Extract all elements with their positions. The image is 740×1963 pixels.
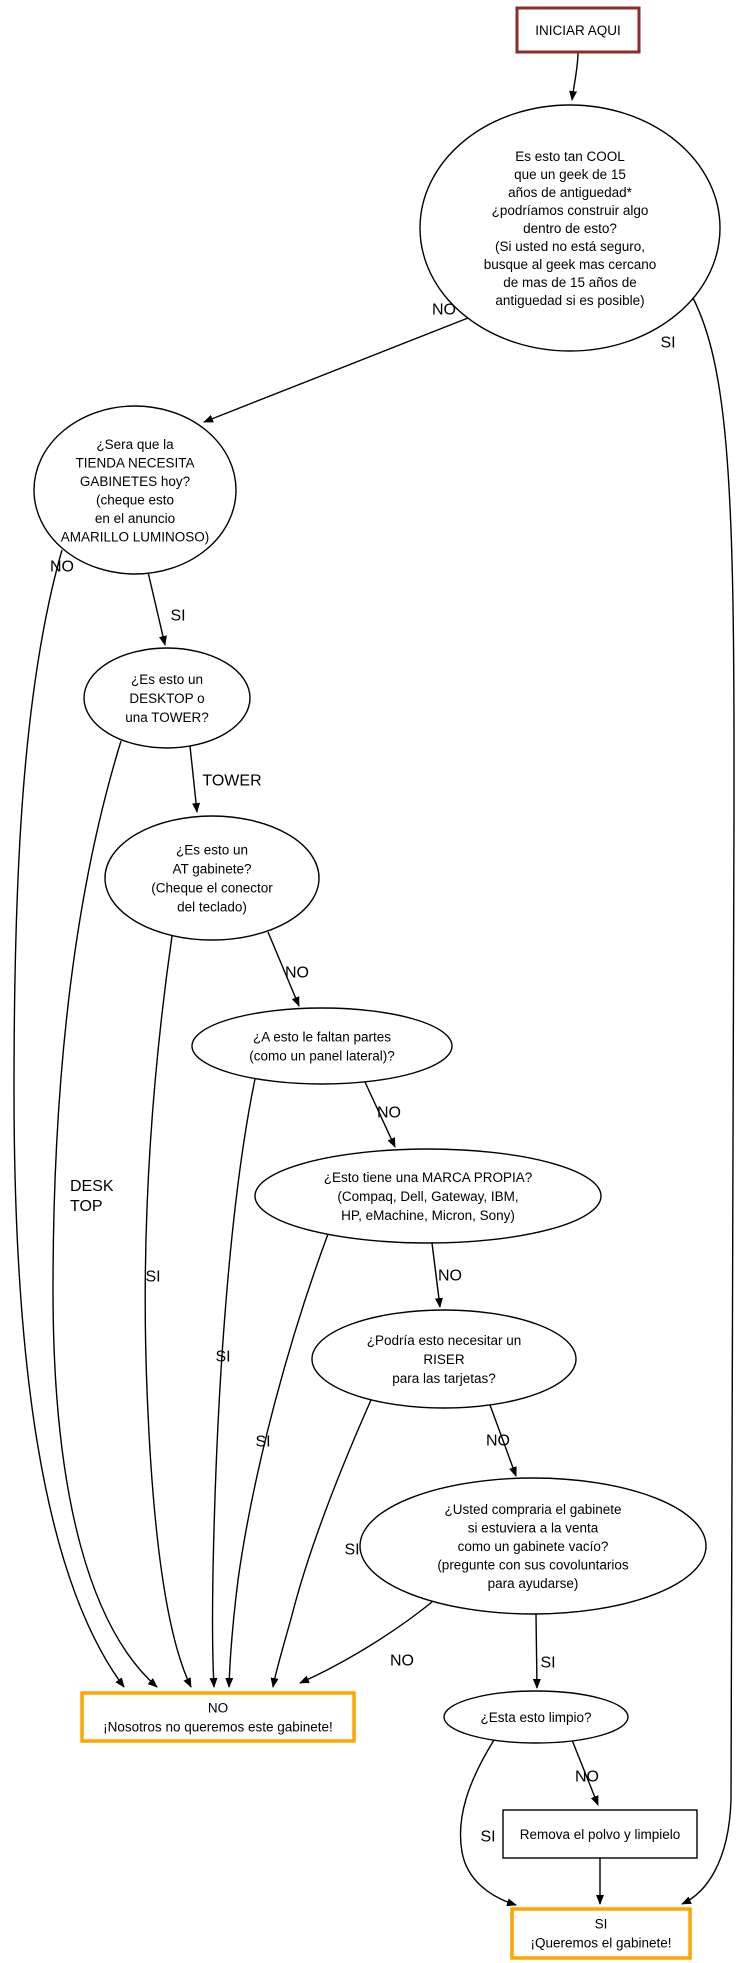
node-faltan-partes [192,1008,452,1084]
edge-label-faltan-si: SI [215,1348,231,1366]
edge-label-marca-si: SI [255,1433,271,1451]
edge-label-desktop: DESK TOP [70,1177,114,1215]
node-iniciar-aqui [517,8,639,52]
queremos-label: SI ¡Queremos el gabinete! [530,1916,672,1950]
node-compraria-vacio [360,1478,706,1614]
tienda-ellipse [34,406,236,574]
tienda-label: ¿Sera que la TIENDA NECESITA GABINETES hoy? (cheque esto en el anuncio AMARILLO LUMINOSO) [60,436,210,544]
faltan-label: ¿A esto le faltan partes (como un panel lateral)? [249,1029,395,1063]
start-label: INICIAR AQUI [535,22,621,38]
node-desktop-tower [84,648,250,748]
edge-desktoptower-at-tower [190,746,197,812]
node-at-gabinete [105,816,319,940]
edge-faltan-noqueremos-si [213,1079,256,1687]
edge-label-at-si: SI [145,1268,161,1286]
marca-label: ¿Esto tiene una MARCA PROPIA? (Compaq, Dell, Gateway, IBM, HP, eMachine, Micron, Sony) [323,1169,533,1223]
edge-cool-tienda-no [204,318,468,422]
edge-label-limpio-si: SI [480,1828,496,1846]
edge-label-riser-si: SI [344,1541,360,1559]
node-remova-polvo [503,1810,697,1858]
edge-label-riser-no: NO [486,1432,510,1450]
remova-label: Remova el polvo y limpielo [519,1826,681,1842]
compraria-label: ¿Usted compraria el gabinete si estuviera a la venta como un gabinete vacío? (pregunte con sus covoluntarios para ayudarse) [437,1501,629,1591]
edge-at-noqueremos-si [145,936,191,1687]
edge-label-tower: TOWER [202,772,262,790]
faltan-ellipse [192,1008,452,1084]
node-marca-propia [255,1149,601,1243]
cool-label: Es esto tan COOL que un geek de 15 años de antiguedad* ¿podríamos construir algo dentro de esto? (Si usted no está seguro, busque al geek mas cercano de mas de 15 años de antiguedad si es posible) [483,148,657,308]
node-riser [312,1310,576,1408]
edge-label-limpio-no: NO [575,1768,599,1786]
edge-cool-queremos-si [682,298,734,1904]
edge-label-cool-no: NO [432,301,456,319]
node-tienda-necesita [34,406,236,574]
edge-label-at-no: NO [285,964,309,982]
no-queremos-label: NO ¡Nosotros no queremos este gabinete! [103,1700,333,1734]
edge-label-faltan-no: NO [377,1104,401,1122]
edge-compraria-noqueremos-no [300,1602,432,1683]
limpio-label: ¿Esta esto limpio? [480,1709,592,1725]
edge-label-compraria-si: SI [540,1654,556,1672]
edge-label-tienda-si: SI [170,607,186,625]
edge-label-tienda-no: NO [50,558,74,576]
edge-label-compraria-no: NO [390,1652,414,1670]
node-no-queremos [82,1693,354,1741]
edge-label-cool-si: SI [660,334,676,352]
edge-tienda-desktoptower-si [148,572,165,645]
edge-marca-noqueremos-si [229,1234,328,1687]
edge-compraria-limpio-si [536,1614,537,1688]
desktop-tower-label: ¿Es esto un DESKTOP o una TOWER? [125,671,209,725]
at-ellipse [105,816,319,940]
node-queremos [512,1909,690,1958]
node-es-cool [420,105,720,351]
edge-label-marca-no: NO [438,1267,462,1285]
edge-iniciar-cool [572,52,578,100]
riser-label: ¿Podría esto necesitar un RISER para las tarjetas? [366,1332,522,1386]
node-esta-limpio [444,1691,628,1743]
at-label: ¿Es esto un AT gabinete? (Cheque el conector del teclado) [151,842,273,914]
